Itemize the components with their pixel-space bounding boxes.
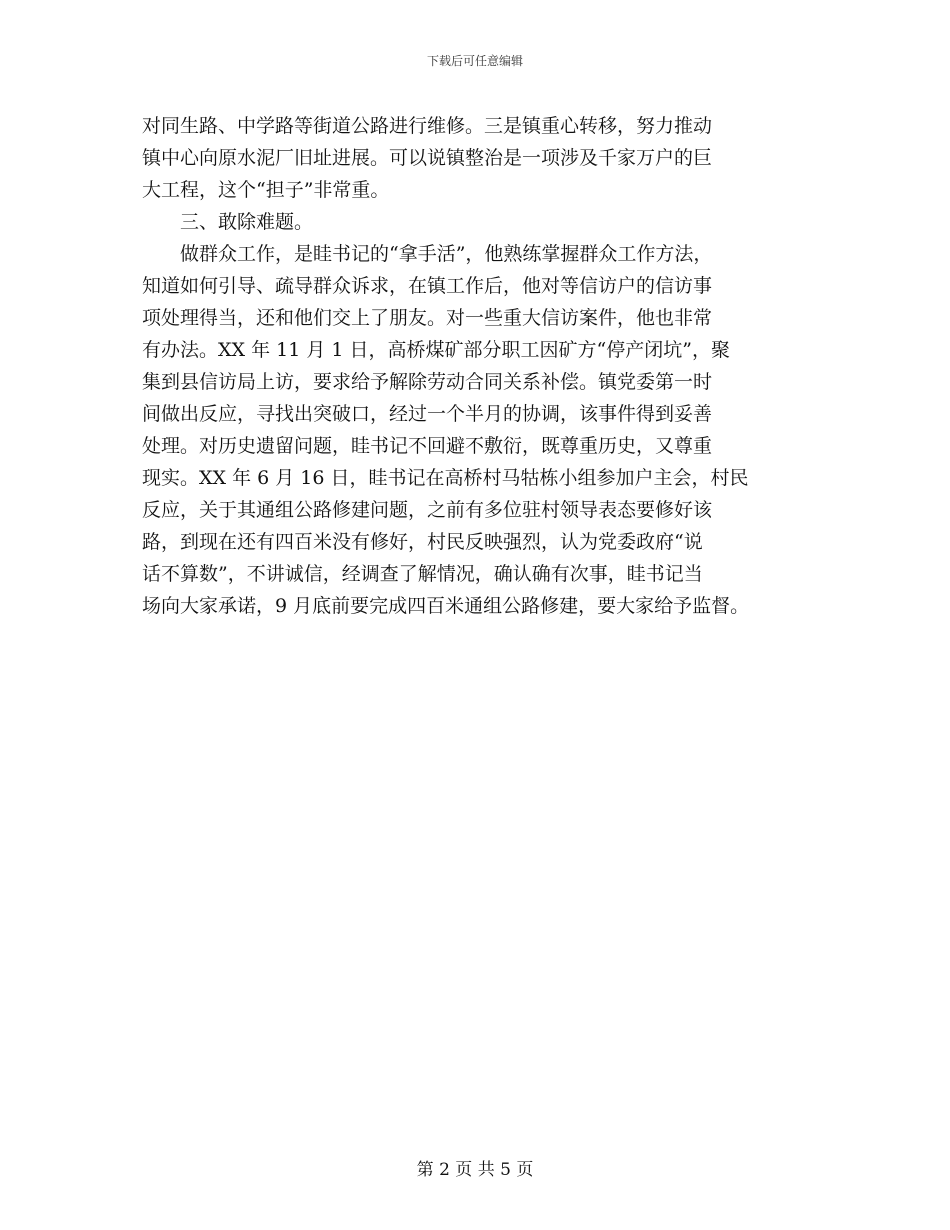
text-line: 路，到现在还有四百米没有修好，村民反映强烈，认为党委政府“说 bbox=[142, 531, 703, 553]
text-line: 知道如何引导、疏导群众诉求，在镇工作后，他对等信访户的信访事 bbox=[142, 275, 713, 297]
text-line: 反应，关于其通组公路修建问题，之前有多位驻村领导表态要修好该 bbox=[142, 499, 713, 521]
text-line: 大工程，这个“担子”非常重。 bbox=[142, 179, 390, 201]
text-line: 项处理得当，还和他们交上了朋友。对一些重大信访案件，他也非常 bbox=[142, 307, 713, 329]
text-line: 现实。XX 年 6 月 16 日，眭书记在高桥村马牯栋小组参加户主会，村民 bbox=[142, 467, 749, 489]
document-body bbox=[142, 110, 822, 622]
text-line: 话不算数”，不讲诚信，经调查了解情况，确认确有次事，眭书记当 bbox=[142, 563, 703, 585]
text-line: 场向大家承诺，9 月底前要完成四百米通组公路修建，要大家给予监督。 bbox=[142, 595, 750, 617]
text-line: 处理。对历史遗留问题，眭书记不回避不敷衍，既尊重历史，又尊重 bbox=[142, 435, 713, 457]
text-line: 对同生路、中学路等街道公路进行维修。三是镇重心转移，努力推动 bbox=[142, 115, 713, 137]
text-line: 集到县信访局上访，要求给予解除劳动合同关系补偿。镇党委第一时 bbox=[142, 371, 713, 393]
text-line: 有办法。XX 年 11 月 1 日，高桥煤矿部分职工因矿方“停产闭坑”，聚 bbox=[142, 339, 730, 361]
section-heading: 三、敢除难题。 bbox=[180, 211, 314, 233]
page-header: 下载后可任意编辑 bbox=[426, 54, 523, 68]
text-line: 做群众工作，是眭书记的“拿手活”，他熟练掌握群众工作方法， bbox=[180, 243, 713, 265]
text-line: 镇中心向原水泥厂旧址进展。可以说镇整治是一项涉及千家万户的巨 bbox=[142, 147, 713, 169]
page-number: 第 2 页 共 5 页 bbox=[416, 1160, 534, 1180]
text-line: 间做出反应，寻找出突破口，经过一个半月的协调，该事件得到妥善 bbox=[142, 403, 713, 425]
